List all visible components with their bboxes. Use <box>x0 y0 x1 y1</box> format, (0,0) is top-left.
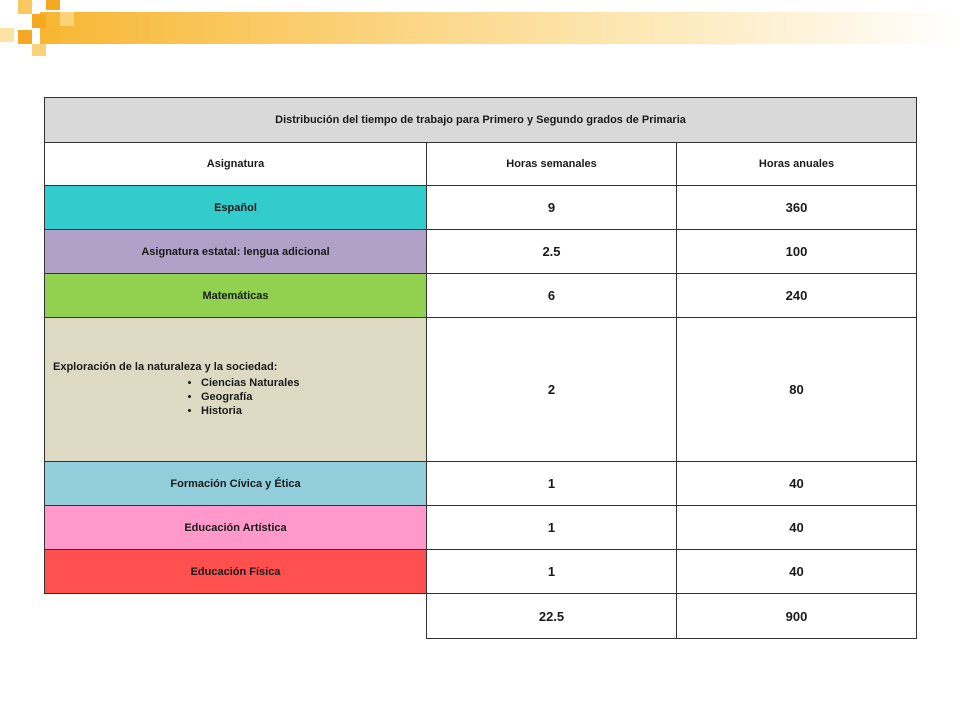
decorative-square <box>0 28 14 42</box>
subject-cell: Español <box>45 186 427 230</box>
sub-subject-list <box>53 377 420 417</box>
totals-empty-cell <box>45 594 427 639</box>
decorative-square <box>46 28 60 42</box>
weekly-hours-cell: 2.5 <box>427 230 677 274</box>
table-row <box>45 274 917 318</box>
table-title: Distribución del tiempo de trabajo para Primero y Segundo grados de Primaria <box>45 98 917 143</box>
sub-subject-item: • Geografía <box>201 391 420 403</box>
header-row <box>45 143 917 186</box>
subject-cell: Asignatura estatal: lengua adicional <box>45 230 427 274</box>
sub-subject-item: • Ciencias Naturales <box>201 377 420 389</box>
annual-hours-cell: 360 <box>677 186 917 230</box>
header-subject: Asignatura <box>45 143 427 186</box>
weekly-hours-cell: 1 <box>427 550 677 594</box>
annual-hours-cell: 80 <box>677 318 917 462</box>
table-row <box>45 550 917 594</box>
decorative-square <box>46 0 60 10</box>
subject-label: Exploración de la naturaleza y la sociedad: <box>53 360 278 373</box>
sub-subject-item: • Historia <box>201 405 420 417</box>
decorative-square <box>18 0 32 14</box>
weekly-hours-cell: 9 <box>427 186 677 230</box>
table-row <box>45 230 917 274</box>
table-row <box>45 462 917 506</box>
weekly-hours-cell: 2 <box>427 318 677 462</box>
annual-hours-cell: 100 <box>677 230 917 274</box>
totals-row <box>45 594 917 639</box>
subject-cell: Educación Artística <box>45 506 427 550</box>
total-weekly-hours: 22.5 <box>427 594 677 639</box>
decorative-square <box>18 30 32 44</box>
decorative-band <box>40 12 960 44</box>
subject-cell: Formación Cívica y Ética <box>45 462 427 506</box>
table-row <box>45 506 917 550</box>
annual-hours-cell: 40 <box>677 506 917 550</box>
table-row <box>45 186 917 230</box>
decorative-square <box>60 12 74 26</box>
annual-hours-cell: 240 <box>677 274 917 318</box>
title-row <box>45 98 917 143</box>
total-annual-hours: 900 <box>677 594 917 639</box>
weekly-hours-cell: 6 <box>427 274 677 318</box>
annual-hours-cell: 40 <box>677 462 917 506</box>
weekly-hours-cell: 1 <box>427 462 677 506</box>
subject-cell: Educación Física <box>45 550 427 594</box>
time-distribution-table <box>44 97 917 639</box>
annual-hours-cell: 40 <box>677 550 917 594</box>
header-weekly: Horas semanales <box>427 143 677 186</box>
decorative-square <box>32 14 46 28</box>
weekly-hours-cell: 1 <box>427 506 677 550</box>
header-annual: Horas anuales <box>677 143 917 186</box>
decorative-square <box>32 44 46 56</box>
subject-cell: Matemáticas <box>45 274 427 318</box>
subject-cell <box>45 318 427 462</box>
table-row <box>45 318 917 462</box>
